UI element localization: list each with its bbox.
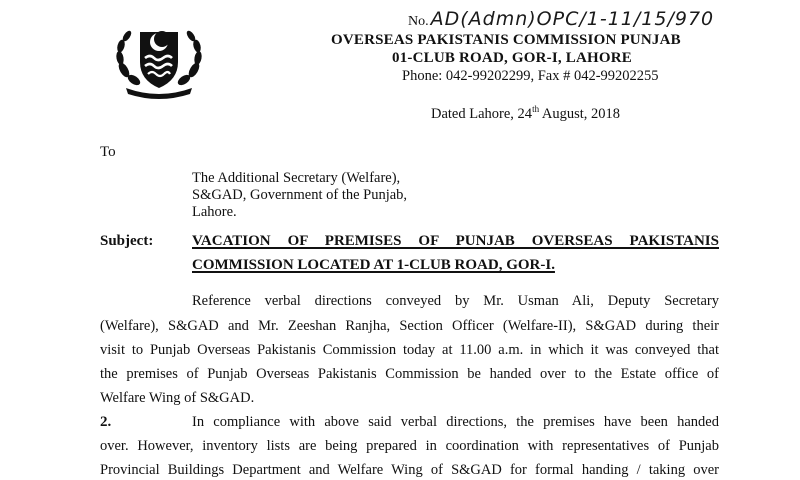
paragraph2-line: Provincial Buildings Department and Welfare Wing of S&GAD for formal handing / taking over [100,462,719,478]
paragraph1-line: (Welfare), S&GAD and Mr. Zeeshan Ranjha, Section Officer (Welfare-II), S&GAD during their [100,318,719,334]
reference-prefix: No. [408,14,429,29]
paragraph1-line: Reference verbal directions conveyed by Mr. Usman Ali, Deputy Secretary [192,293,719,309]
paragraph2-line: In compliance with above said verbal directions, the premises have been handed [192,414,719,430]
addressee-line: Lahore. [192,204,237,220]
punjab-emblem-logo [110,22,208,100]
subject-label: Subject: [100,233,154,249]
date-rest: August, 2018 [539,105,621,122]
date-suffix: th [532,104,540,114]
paragraph2-line: over. However, inventory lists are being prepared in coordination with representatives of Punjab [100,438,719,454]
addressee-line: The Additional Secretary (Welfare), [192,170,401,186]
paragraph1-line: Welfare Wing of S&GAD. [100,390,255,406]
addressee-block [192,170,407,221]
date-prefix: Dated Lahore, 24 [431,105,533,122]
organization-address: 01-CLUB ROAD, GOR-I, LAHORE [392,50,632,66]
subject-line-1: VACATION OF PREMISES OF PUNJAB OVERSEAS PAKISTANIS [192,233,719,249]
paragraph1-line: the premises of Punjab Overseas Pakistanis Commission be handed over to the Estate office of [100,366,719,382]
reference-number [408,8,714,30]
letter-date [431,104,620,123]
organization-name: OVERSEAS PAKISTANIS COMMISSION PUNJAB [331,32,681,48]
paragraph2-number: 2. [100,414,112,430]
organization-phone: Phone: 042-99202299, Fax # 042-99202255 [402,68,659,84]
to-label: To [100,144,116,160]
paragraph1-line: visit to Punjab Overseas Pakistanis Commission today at 11.00 a.m. in which it was conveyed that [100,342,719,358]
reference-handwritten: AD(Admn)OPC/1-11/15/970 [430,8,715,30]
subject-line-2: COMMISSION LOCATED AT 1-CLUB ROAD, GOR-I. [192,257,555,273]
addressee-line: S&GAD, Government of the Punjab, [192,187,408,203]
